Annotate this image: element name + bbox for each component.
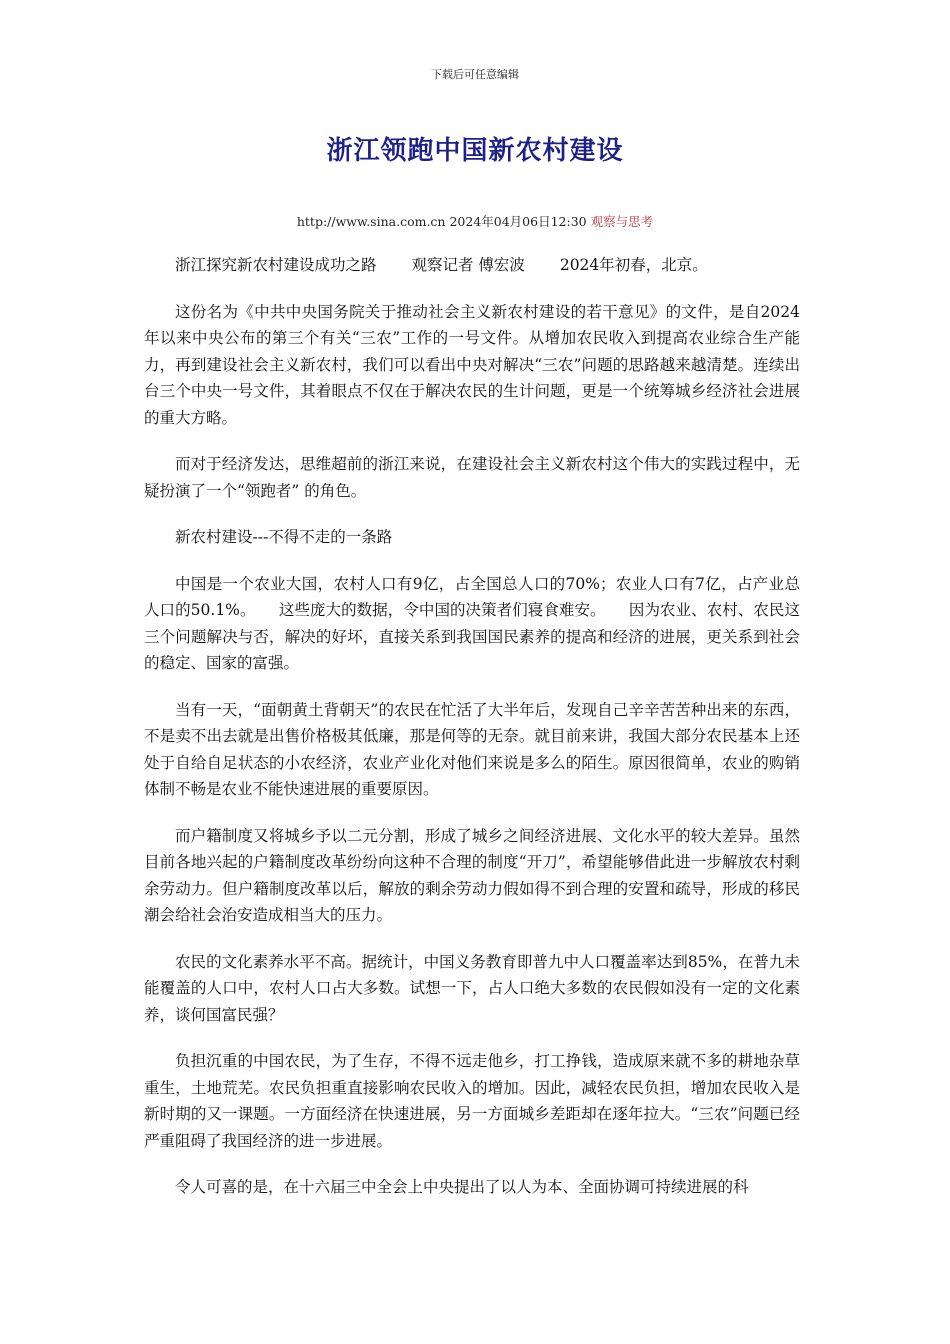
- paragraph: 而对于经济发达，思维超前的浙江来说，在建设社会主义新农村这个伟大的实践过程中，无疑扮演了一个“领跑者” 的角色。: [144, 455, 800, 500]
- paragraph: 令人可喜的是，在十六届三中全会上中央提出了以人为本、全面协调可持续进展的科: [175, 1178, 749, 1196]
- publish-datetime: 2024年04月06日12:30: [449, 214, 587, 229]
- paragraph: 负担沉重的中国农民，为了生存，不得不远走他乡，打工挣钱，造成原来就不多的耕地杂草重生，土地荒芜。农民负担重直接影响农民收入的增加。因此，减轻农民负担，增加农民收入是新时期的又一课题。一方面经济在快速进展，另一方面城乡差距却在逐年拉大。“三农”问题已经严重阻碍了我国经济的进一步进展。: [144, 1052, 800, 1150]
- page-title: 浙江领跑中国新农村建设: [326, 136, 624, 166]
- section-heading: 新农村建设---不得不走的一条路: [175, 528, 393, 546]
- paragraph: 中国是一个农业大国，农村人口有9亿，占全国总人口的70%；农业人口有7亿，占产业总人口的50.1%。 这些庞大的数据，令中国的决策者们寝食难安。 因为农业、农村、农民这三个问题解决与否，解决的好坏，直接关系到我国国民素养的提高和经济的进展，更关系到社会的稳定、国家的富强。: [144, 574, 800, 672]
- byline: [144, 252, 800, 279]
- source-url[interactable]: http://www.sina.com.cn: [296, 214, 446, 229]
- source-line: [0, 212, 950, 230]
- paragraph: 当有一天，“面朝黄土背朝天”的农民在忙活了大半年后，发现自己辛辛苦苦种出来的东西，不是卖不出去就是出售价格极其低廉，那是何等的无奈。就目前来讲，我国大部分农民基本上还处于自给自足状态的小农经济，农业产业化对他们来说是多么的陌生。原因很简单，农业的购销体制不畅是农业不能快速进展的重要原因。: [144, 700, 800, 798]
- paragraph: 这份名为《中共中央国务院关于推动社会主义新农村建设的若干意见》的文件，是自2024年以来中央公布的第三个有关“三农”工作的一号文件。从增加农民收入到提高农业综合生产能力，再到建设社会主义新农村，我们可以看出中央对解决“三农”问题的思路越来越清楚。连续出台三个中央一号文件，其着眼点不仅在于解决农民的生计问题，更是一个统筹城乡经济社会进展的重大方略。: [144, 302, 800, 427]
- paragraph: 农民的文化素养水平不高。据统计，中国义务教育即普九中人口覆盖率达到85%，在普九未能覆盖的人口中，农村人口占大多数。试想一下，占人口绝大多数的农民假如没有一定的文化素养，谈何国富民强？: [144, 952, 800, 1024]
- byline-dateline: 2024年初春，北京。: [559, 256, 708, 274]
- paragraph: 而户籍制度又将城乡予以二元分割，形成了城乡之间经济进展、文化水平的较大差异。虽然目前各地兴起的户籍制度改革纷纷向这种不合理的制度“开刀”，希望能够借此进一步解放农村剩余劳动力。但户籍制度改革以后，解放的剩余劳动力假如得不到合理的安置和疏导，形成的移民潮会给社会治安造成相当大的压力。: [144, 826, 800, 924]
- column-link[interactable]: 观察与思考: [590, 214, 654, 229]
- byline-reporter: 观察记者 傅宏波: [411, 256, 525, 274]
- header-note: 下载后可任意编辑: [431, 68, 519, 81]
- byline-topic: 浙江探究新农村建设成功之路: [175, 256, 377, 274]
- article-body: [144, 252, 800, 1221]
